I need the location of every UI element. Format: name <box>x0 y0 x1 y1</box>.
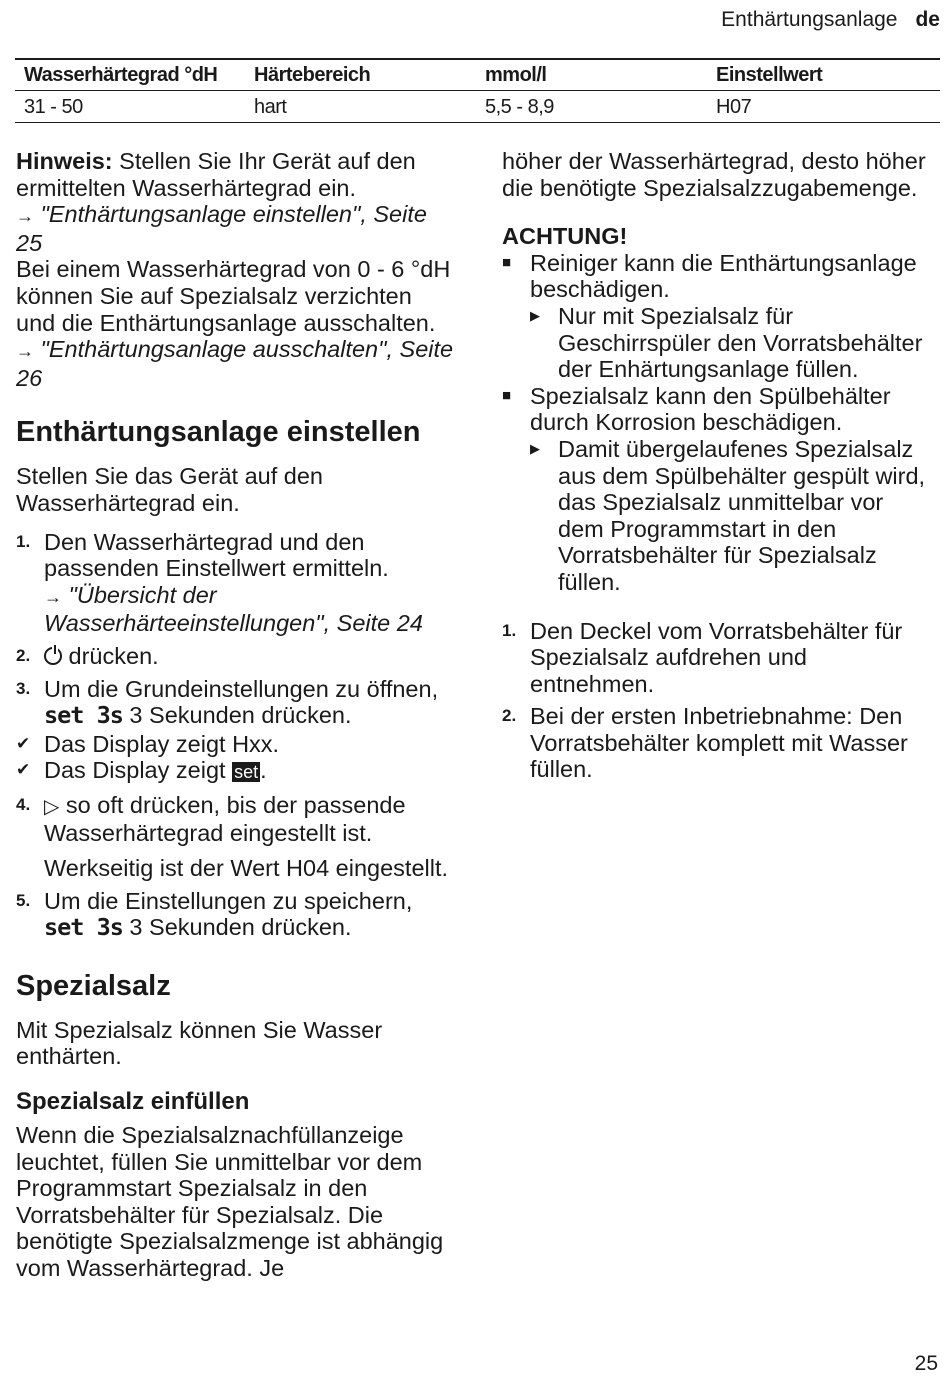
square-bullet-icon: ■ <box>502 386 512 404</box>
step-text: 3 Sekunden drücken. <box>122 702 352 729</box>
set-3s-key: set 3s <box>44 701 123 730</box>
step-4 <box>16 792 456 882</box>
note-ref-1-text: "Enthärtungsanlage einstellen", Seite 25 <box>16 201 427 256</box>
next-triangle-icon: ▷ <box>44 795 60 818</box>
set-3s-key: set 3s <box>44 913 123 942</box>
fill-text-continued: höher der Wasserhärtegrad, desto höher die benötigte Spezialsalzzugabemenge. <box>502 148 926 201</box>
table-header-cell: mmol/l <box>476 59 707 91</box>
note-ref-2-text: "Enthärtungsanlage ausschalten", Seite 26 <box>16 336 454 391</box>
caution-item-2 <box>502 383 932 436</box>
set-section-intro: Stellen Sie das Gerät auf den Wasserhärtegrad ein. <box>16 463 324 516</box>
salt-section-title: Spezialsalz <box>16 969 171 1002</box>
right-column <box>502 148 932 783</box>
result-text: Das Display zeigt Hxx. <box>44 730 280 757</box>
step-1-ref-text: "Übersicht der Wasserhärteeinstellungen", Seite 24 <box>44 581 423 637</box>
step-2 <box>16 643 456 670</box>
table-cell: hart <box>245 91 476 123</box>
arrow-right-icon: → <box>16 341 34 362</box>
table-header-cell: Härtebereich <box>245 59 476 91</box>
table-header-cell: Wasserhärtegrad °dH <box>15 59 245 91</box>
table-header-row <box>15 59 940 91</box>
table-cell: 31 - 50 <box>15 91 245 123</box>
salt-section-intro: Mit Spezialsalz können Sie Wasser enthärten. <box>16 1016 383 1070</box>
fill-text: Wenn die Spezialsalznachfüllanzeige leuchtet, füllen Sie unmittelbar vor dem Programmstart Spezialsalz in den Vorratsbehälter für Spezialsalz. Die benötigte Spezialsalzmenge ist abhängig vom Wasserhärtegrad. Je <box>16 1122 444 1281</box>
header-lang: de <box>915 8 940 31</box>
fill-step-2 <box>502 703 932 783</box>
step-5 <box>16 888 456 941</box>
note-label: Hinweis: <box>16 148 113 174</box>
step-number: 4. <box>16 794 31 814</box>
caution-subitem-2 <box>530 436 932 596</box>
step-text: Den Wasserhärtegrad und den passenden Einstellwert ermitteln. <box>44 528 389 582</box>
result-text: . <box>260 757 267 784</box>
caution-subtext: Nur mit Spezialsalz für Geschirrspüler den Vorratsbehälter der Enhärtungsanlage füllen. <box>558 302 923 383</box>
caution-item-1 <box>502 250 932 303</box>
caution-title: ACHTUNG! <box>502 223 628 250</box>
note-text: Stellen Sie Ihr Gerät auf den ermittelten Wasserhärtegrad ein. <box>16 148 416 201</box>
running-header <box>721 8 940 32</box>
note-ref-1[interactable] <box>16 201 456 256</box>
header-section: Enthärtungsanlage <box>721 8 898 31</box>
step-3 <box>16 676 456 729</box>
table-cell: 5,5 - 8,9 <box>476 91 707 123</box>
caution-text: Reiniger kann die Enthärtungsanlage beschädigen. <box>530 249 917 303</box>
step-text: Den Deckel vom Vorratsbehälter für Spezialsalz aufdrehen und entnehmen. <box>530 617 903 697</box>
page-number: 25 <box>914 1352 938 1375</box>
check-icon: ✔ <box>16 733 31 753</box>
power-icon <box>44 647 62 665</box>
step-4-note: Werkseitig ist der Wert H04 eingestellt. <box>44 855 449 882</box>
step-text: 3 Sekunden drücken. <box>122 914 352 941</box>
result-2 <box>16 757 456 786</box>
set-section-title: Enthärtungsanlage einstellen <box>16 416 421 449</box>
step-text: Um die Grundeinstellungen zu öffnen, <box>44 675 439 702</box>
step-number: 1. <box>502 620 517 640</box>
step-number: 5. <box>16 890 31 910</box>
fill-step-1 <box>502 618 932 698</box>
arrow-right-icon: → <box>44 586 62 607</box>
square-bullet-icon: ■ <box>502 253 512 271</box>
step-number: 3. <box>16 678 31 698</box>
result-1 <box>16 731 456 758</box>
table-cell: H07 <box>707 91 940 123</box>
step-text: Um die Einstellungen zu speichern, <box>44 887 413 914</box>
triangle-bullet-icon: ▶ <box>530 307 540 323</box>
step-text: so oft drücken, bis der passende Wasserhärtegrad eingestellt ist. <box>44 791 406 847</box>
left-column <box>16 148 456 1282</box>
caution-subitem-1 <box>530 303 932 383</box>
step-number: 2. <box>502 706 517 726</box>
water-hardness-table <box>15 58 940 123</box>
step-number: 2. <box>16 645 31 665</box>
fill-title: Spezialsalz einfüllen <box>16 1088 250 1116</box>
display-set-symbol: set <box>234 762 259 783</box>
step-number: 1. <box>16 531 31 551</box>
result-text: Das Display zeigt <box>44 757 233 784</box>
note-ref-2[interactable] <box>16 336 456 391</box>
note <box>16 148 456 201</box>
step-1 <box>16 529 456 637</box>
step-1-ref[interactable] <box>44 582 423 637</box>
arrow-right-icon: → <box>16 206 34 227</box>
table-row <box>15 91 940 123</box>
note-text-2: Bei einem Wasserhärtegrad von 0 - 6 °dH können Sie auf Spezialsalz verzichten und die Enthärtungsanlage ausschalten. <box>16 256 451 336</box>
triangle-bullet-icon: ▶ <box>530 440 540 456</box>
table-header-cell: Einstellwert <box>707 59 940 91</box>
step-text: drücken. <box>62 642 159 669</box>
step-text: Bei der ersten Inbetriebnahme: Den Vorratsbehälter komplett mit Wasser füllen. <box>530 703 908 783</box>
caution-text: Spezialsalz kann den Spülbehälter durch Korrosion beschädigen. <box>530 382 891 436</box>
check-icon: ✔ <box>16 760 31 780</box>
caution-subtext: Damit übergelaufenes Spezialsalz aus dem Spülbehälter gespült wird, das Spezialsalz unmittelbar vor dem Programmstart in den Vorratsbehälter für Spezialsalz füllen. <box>558 435 926 595</box>
